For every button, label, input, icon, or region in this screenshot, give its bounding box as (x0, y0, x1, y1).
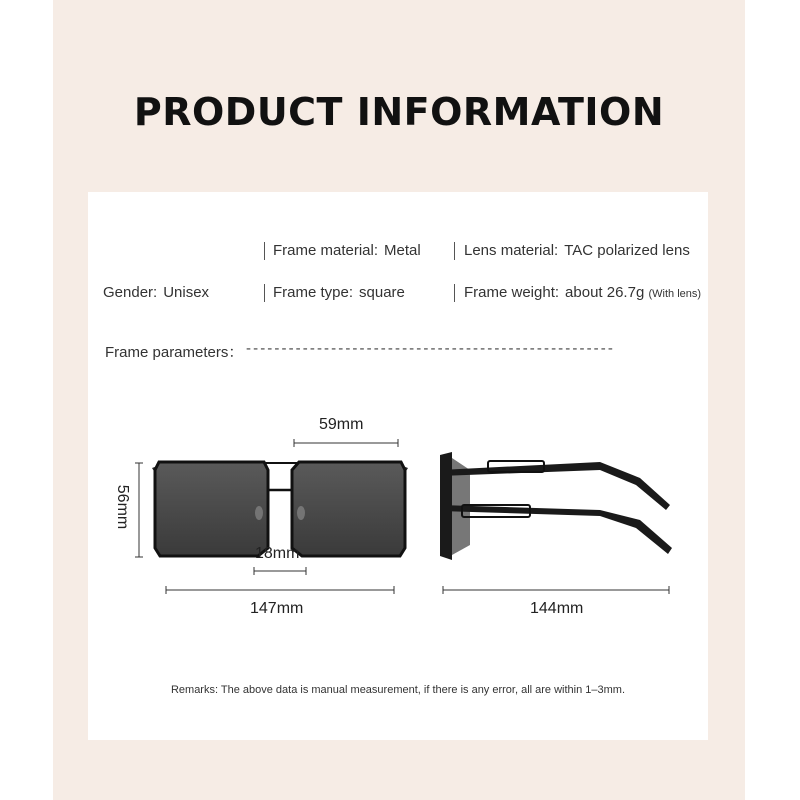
left-lens (155, 462, 268, 556)
lower-temple (440, 505, 672, 554)
spec-value: Metal (384, 242, 421, 259)
spec-value: Unisex (163, 284, 210, 301)
total-width-label: 147mm (250, 600, 304, 617)
spec-label: Lens material: (464, 242, 559, 259)
spec-label: Frame type: (273, 284, 354, 301)
spec-note: (With lens) (648, 288, 702, 300)
temple-length-label: 144mm (530, 600, 584, 617)
page-title: PRODUCT INFORMATION (133, 90, 665, 134)
frame-parameters-label: Frame parameters： (105, 344, 244, 361)
spec-value: square (359, 284, 405, 301)
spec-value: TAC polarized lens (564, 242, 690, 259)
spec-value: about 26.7g (565, 284, 645, 301)
nose-pad (255, 506, 263, 520)
side-view (440, 452, 672, 560)
spec-label: Frame weight: (464, 284, 560, 301)
bridge-width-label: 18mm (255, 545, 300, 562)
lens-width-label: 59mm (319, 416, 364, 433)
nose-pad (297, 506, 305, 520)
right-lens (292, 462, 405, 556)
remarks-note: Remarks: The above data is manual measurement, if there is any error, all are within 1–3mm. (170, 684, 626, 696)
spec-label: Gender: (103, 284, 158, 301)
upper-temple (440, 462, 670, 510)
lens-height-label: 56mm (114, 484, 132, 530)
spec-label: Frame material: (273, 242, 379, 259)
dashed-divider: ---------------------------------------------------- (246, 340, 615, 357)
front-view (152, 462, 408, 556)
